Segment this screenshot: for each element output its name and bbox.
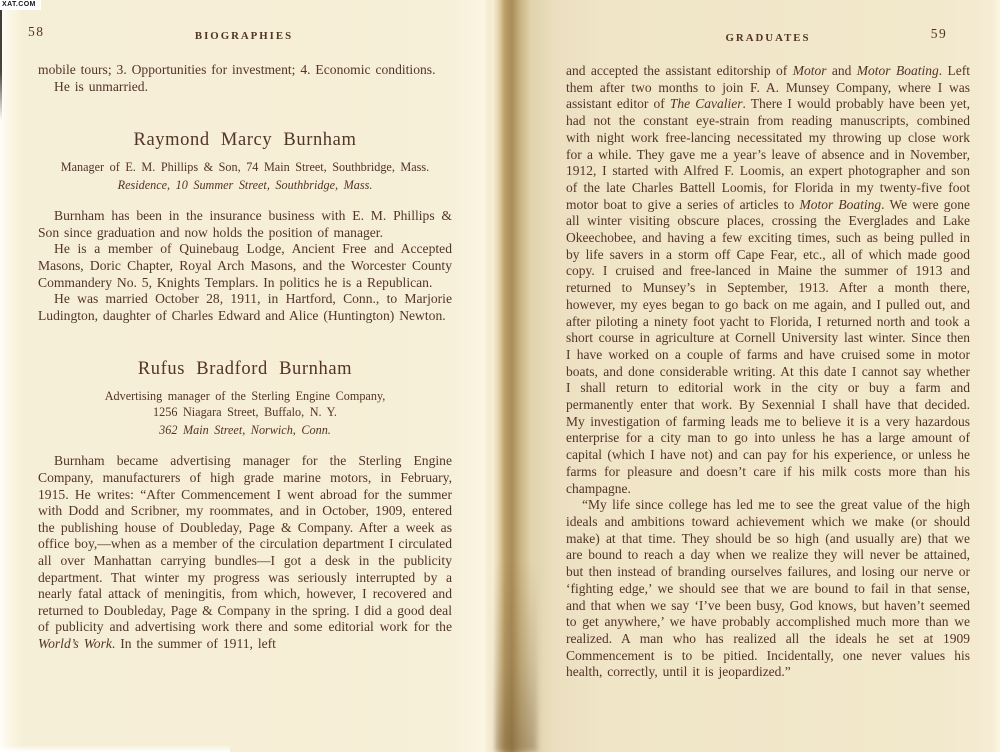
entry-residence-line: 362 Main Street, Norwich, Conn. bbox=[159, 423, 331, 438]
entry-paragraph: He was married October 28, 1911, in Hartford, Conn., to Marjorie Ludington, daughter of Charles Edward and Alice (Huntington) Newton. bbox=[38, 291, 452, 323]
continuation-paragraph: and accepted the assistant editorship of Motor and Motor Boating. Left them after two months to join F. A. Munsey Company, where I was assistant editor of The Cavalier. There I would probably have been yet, had not the constant eye-strain from reading manuscripts, combined with night work free-lancing necessitated my throwing up close work for a while. They gave me a year’s leave of absence and in November, 1912, I started with Alfred F. Loomis, an expert photographer and son of the late Charles Battell Loomis, for Florida in my twenty-five foot motor boat to give a series of articles to Motor Boating. We were gone all winter visiting obscure places, crossing the Everglades and Lake Okeechobee, and having a few exciting times, such as being pulled in by life savers in a storm off Cape Fear, etc., all of which made good copy. I cruised and free-lanced in Maine the summer of 1913 and returned to Munsey’s in September, 1913. After a month there, however, my eyes began to go back on me again, and I pulled out, and after piloting a ninety foot yacht to Florida, I returned north and took a short course in agriculture at Cornell University last winter. Since then I have worked on a couple of farms and have cruised some in motor boats, and done considerable writing. At this date I cannot say whether I shall return to editorial work in the city or buy a farm and permanently enter that work. By Sexennial I shall have that decided. My investigation of farming leads me to believe it is a very hazardous enterprise for a city man to go into unless he has a large amount of capital (which I have not) and can pay for his experience, or unless he farms for pleasure and doesn’t care if his milk costs more than his champagne. bbox=[566, 63, 970, 496]
right-page-number: 59 bbox=[930, 26, 948, 41]
entry-heading-rufus-bradford-burnham: Rufus Bradford Burnham bbox=[137, 359, 353, 380]
continuation-paragraph: mobile tours; 3. Opportunities for investment; 4. Economic conditions. bbox=[38, 62, 436, 77]
entry-paragraph: Burnham became advertising manager for the Sterling Engine Company, manufacturers of high grade marine motors, in February, 1915. He writes: “After Commencement I went abroad for the summer with Dodd and Scribner, my roommates, and in October, 1909, entered the publishing house of Doubleday, Page & Company. After a week as office boy,—when as a member of the circulation department I circulated all over Manhattan carrying bundles—I got a desk in the publicity department. That winter my progress was seriously interrupted by a nearly fatal attack of meningitis, from which, however, I recovered and returned to Doubleday, Page & Company in the spring. I did a good deal of publicity and advertising work there and some editorial work for the World’s Work. In the summer of 1911, left bbox=[38, 453, 452, 651]
entry-paragraph: He is a member of Quinebaug Lodge, Ancient Free and Accepted Masons, Doric Chapter, Royal Arch Masons, and the Worcester County Commandery No. 5, Knights Templars. In politics he is a Republican. bbox=[38, 241, 452, 290]
left-page-number: 58 bbox=[28, 24, 45, 39]
page-gutter-shadow-bottom bbox=[495, 562, 537, 752]
marital-status-paragraph: He is unmarried. bbox=[54, 78, 148, 94]
entry-heading-raymond-marcy-burnham: Raymond Marcy Burnham bbox=[133, 130, 357, 151]
left-running-head: BIOGRAPHIES bbox=[194, 30, 294, 42]
quote-paragraph: “My life since college has led me to see the great value of the high ideals and ambitions toward achievement which we make (or should make) at that time. They should be so high (and usually are) that we are bound to reach a day when we realize they will never be attained, but then instead of branding ourselves failures, and losing our nerve or ‘fighting edge,’ we should see that we are bound to fail in that sense, and that when we say ‘I’ve been busy, God knows, but haven’t seemed to get anywhere,’ we have probably accomplished much more than we realized. A man who has realized all the ideals he set at 1909 Commencement is to be pitied. Incidentally, one never values his health, correctly, until it is jeopardized.” bbox=[566, 497, 970, 680]
scan-bottom-edge bbox=[0, 745, 230, 752]
entry-paragraph: Burnham has been in the insurance business with E. M. Phillips & Son since graduation and now holds the position of manager. bbox=[38, 208, 452, 240]
right-running-head: GRADUATES bbox=[725, 32, 811, 44]
entry-residence-line: Residence, 10 Summer Street, Southbridge, Mass. bbox=[117, 178, 373, 193]
entry-occupation-line: Manager of E. M. Phillips & Son, 74 Main Street, Southbridge, Mass. bbox=[60, 160, 430, 175]
left-page-text-column bbox=[38, 62, 452, 748]
right-page-text-column bbox=[566, 63, 970, 749]
entry-occupation-line: Advertising manager of the Sterling Engine Company, bbox=[104, 389, 386, 404]
entry-occupation-line: 1256 Niagara Street, Buffalo, N. Y. bbox=[153, 405, 337, 420]
watermark: XAT.COM bbox=[0, 0, 41, 10]
scan-edge-line bbox=[0, 0, 2, 120]
page-gutter-shadow bbox=[486, 0, 542, 752]
